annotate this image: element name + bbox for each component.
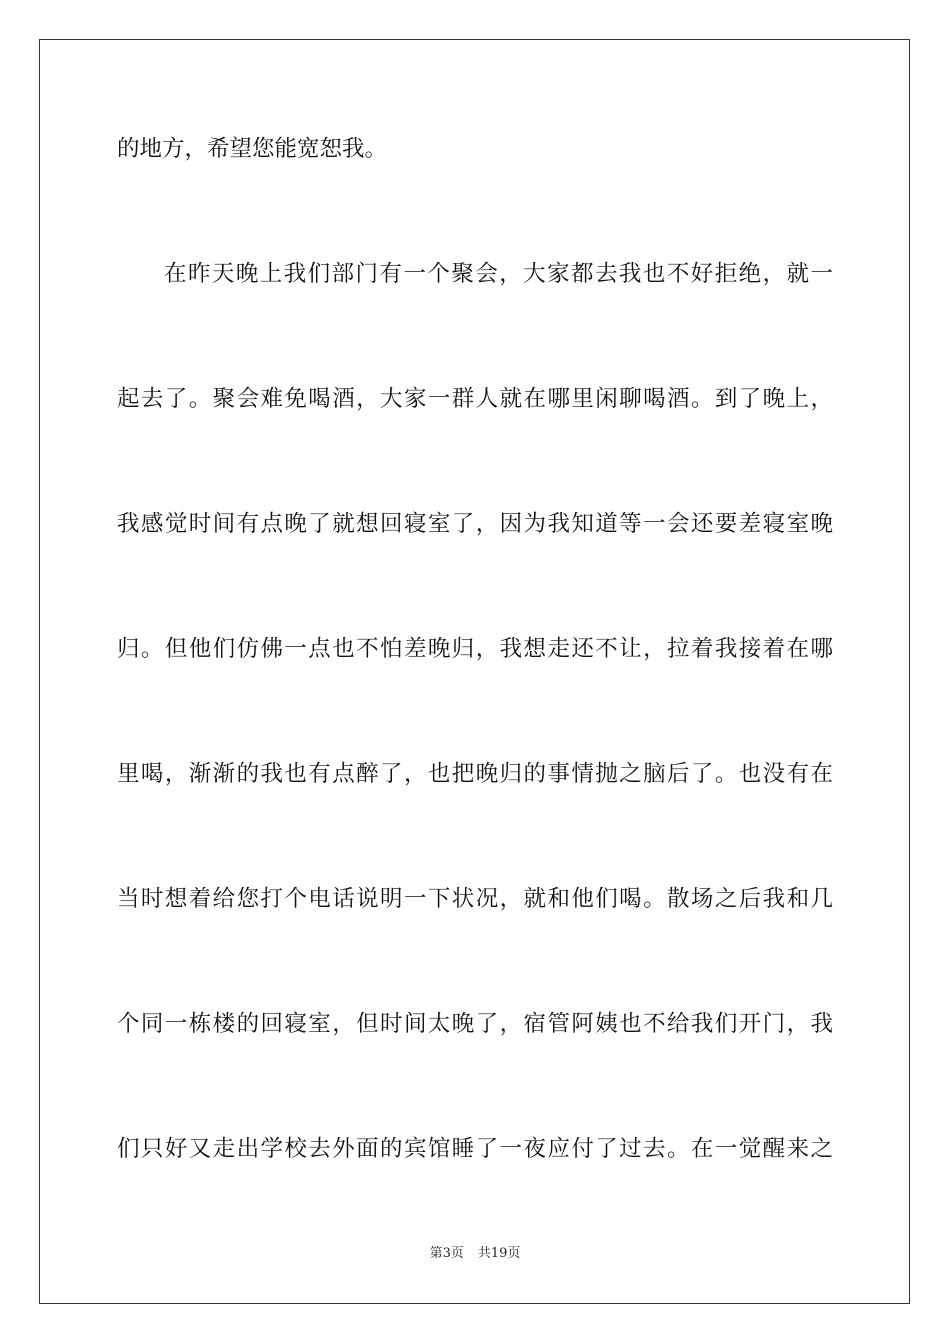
text-line: 起去了。聚会难免喝酒，大家一群人就在哪里闲聊喝酒。到了晚上，	[117, 386, 833, 412]
text-line: 们只好又走出学校去外面的宾馆睡了一夜应付了过去。在一觉醒来之	[117, 1136, 833, 1162]
text-line: 里喝，渐渐的我也有点醉了，也把晚归的事情抛之脑后了。也没有在	[117, 761, 833, 787]
text-line: 我感觉时间有点晚了就想回寝室了，因为我知道等一会还要差寝室晚	[117, 511, 833, 537]
page-border	[39, 39, 910, 1304]
text-line: 归。但他们仿佛一点也不怕差晚归，我想走还不让，拉着我接着在哪	[117, 636, 833, 662]
page-footer	[0, 1244, 950, 1264]
page-number: 第3页	[429, 1246, 464, 1261]
text-line: 在昨天晚上我们部门有一个聚会，大家都去我也不好拒绝，就一	[164, 261, 833, 287]
total-pages: 共19页	[477, 1246, 521, 1261]
text-line: 当时想着给您打个电话说明一下状况，就和他们喝。散场之后我和几	[117, 886, 833, 912]
text-line: 的地方，希望您能宽恕我。	[117, 136, 388, 162]
text-line: 个同一栋楼的回寝室，但时间太晚了，宿管阿姨也不给我们开门，我	[117, 1011, 833, 1037]
